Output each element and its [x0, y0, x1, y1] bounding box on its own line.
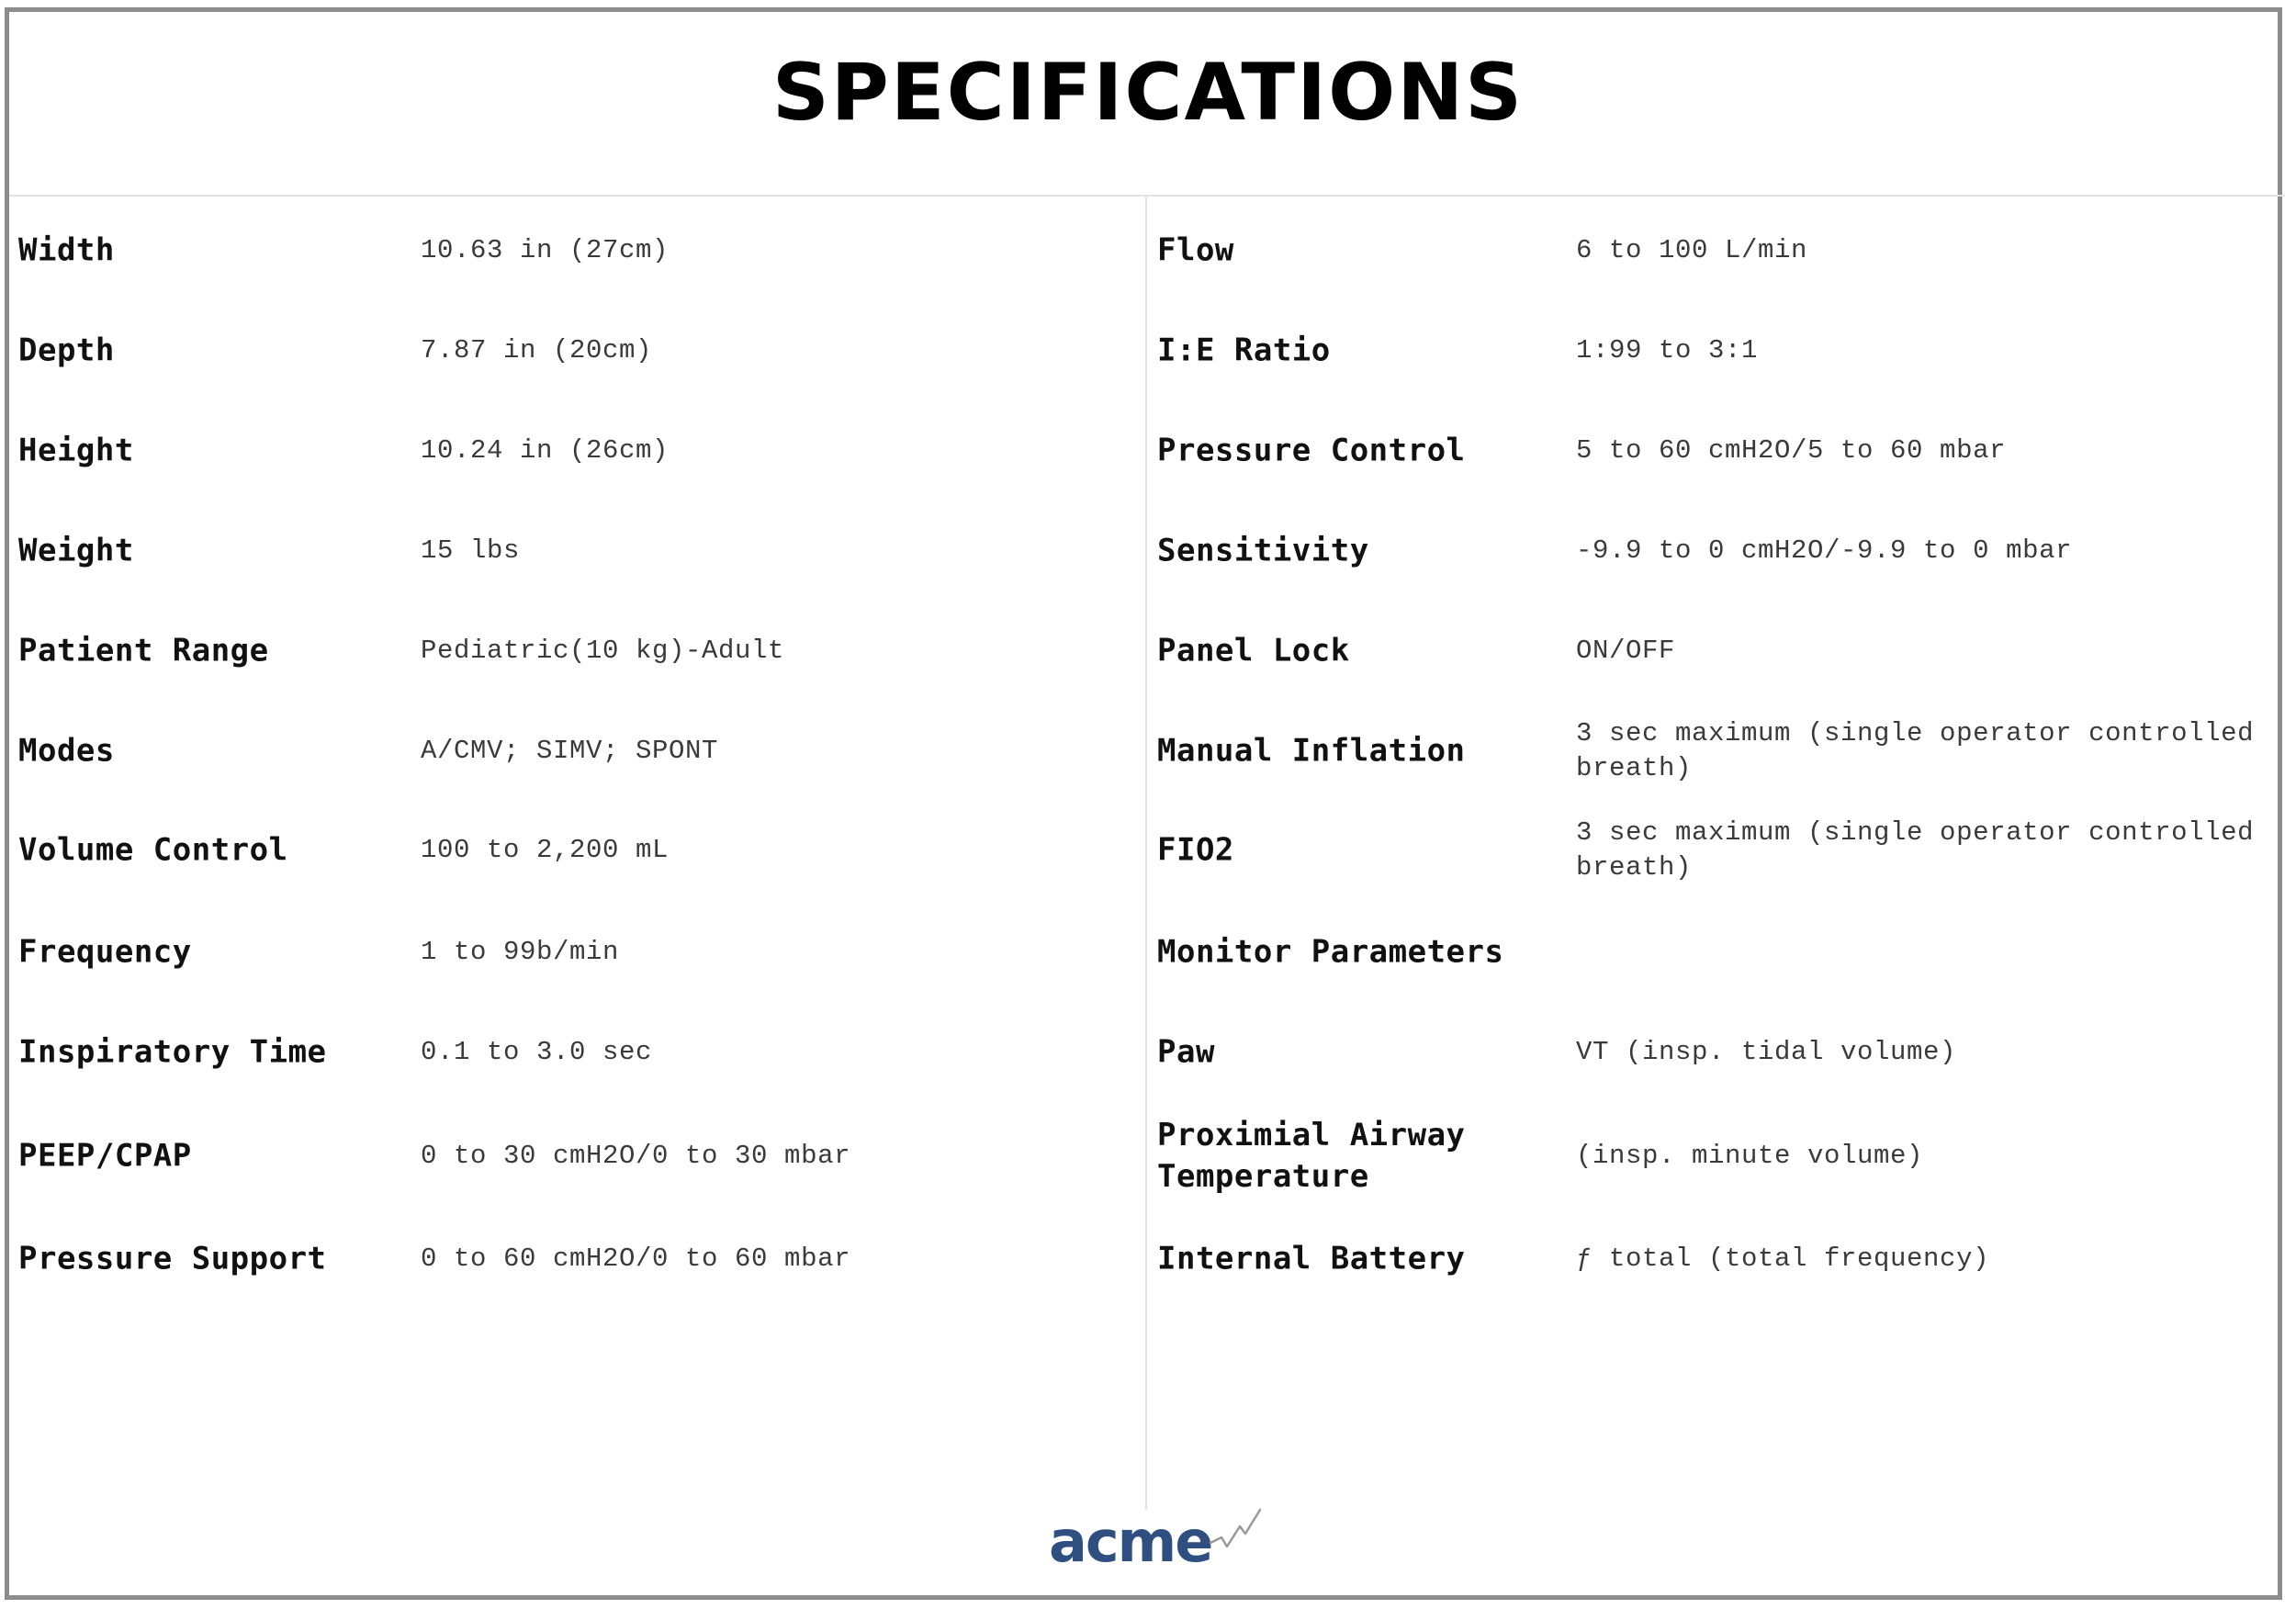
spec-value: 7.87 in (20cm)	[421, 335, 653, 366]
spec-label: Depth	[18, 332, 115, 369]
spec-value: VT (insp. tidal volume)	[1576, 1037, 1957, 1067]
spec-label: Flow	[1157, 231, 1234, 269]
spec-label: Weight	[18, 532, 134, 569]
spec-label: Panel Lock	[1157, 632, 1350, 669]
spec-value: 10.24 in (26cm)	[421, 435, 670, 466]
spec-value: 3 sec maximum (single operator controlled breath)	[1576, 718, 2255, 783]
header-divider	[9, 195, 2285, 197]
spec-value: 3 sec maximum (single operator controlled breath)	[1576, 817, 2255, 883]
spec-label: Height	[18, 432, 134, 469]
spec-label: Proximial Airway Temperature	[1157, 1117, 1466, 1195]
spec-value: 6 to 100 L/min	[1576, 235, 1808, 265]
spec-value: 100 to 2,200 mL	[421, 835, 670, 865]
spec-label: Volume Control	[18, 831, 288, 869]
spec-value: 0.1 to 3.0 sec	[421, 1037, 653, 1067]
acme-logo	[1043, 1506, 1264, 1589]
spec-value: -9.9 to 0 cmH2O/-9.9 to 0 mbar	[1576, 535, 2073, 566]
spec-label: Paw	[1157, 1033, 1215, 1071]
spec-value: 15 lbs	[421, 535, 521, 566]
logo-text: acme	[1049, 1508, 1212, 1575]
spec-label: Inspiratory Time	[18, 1033, 327, 1071]
spec-value: 10.63 in (27cm)	[421, 235, 670, 265]
spec-label: Pressure Control	[1157, 432, 1466, 469]
spec-label: Width	[18, 231, 115, 269]
spec-value: ƒ total (total frequency)	[1576, 1243, 1990, 1274]
spec-value: (insp. minute volume)	[1576, 1141, 1924, 1171]
spec-label: PEEP/CPAP	[18, 1137, 192, 1175]
column-divider	[1145, 197, 1147, 1510]
spec-label: Patient Range	[18, 632, 269, 669]
spec-value: 1:99 to 3:1	[1576, 335, 1759, 366]
spec-value: 0 to 60 cmH2O/0 to 60 mbar	[421, 1243, 851, 1274]
spec-value: A/CMV; SIMV; SPONT	[421, 736, 719, 766]
spec-label: Frequency	[18, 933, 192, 971]
spec-value: 5 to 60 cmH2O/5 to 60 mbar	[1576, 435, 2007, 466]
spec-label: Pressure Support	[18, 1240, 327, 1277]
spec-label: I:E Ratio	[1157, 332, 1331, 369]
spec-label: Monitor Parameters	[1157, 933, 1504, 971]
spec-value: 1 to 99b/min	[421, 937, 620, 967]
page-title: SPECIFICATIONS	[771, 47, 1525, 139]
spec-label: FIO2	[1157, 831, 1234, 869]
spec-value: 0 to 30 cmH2O/0 to 30 mbar	[421, 1141, 851, 1171]
spec-value: Pediatric(10 kg)-Adult	[421, 636, 785, 666]
spec-label: Internal Battery	[1157, 1240, 1466, 1277]
spec-label: Modes	[18, 732, 115, 770]
spec-label: Manual Inflation	[1157, 732, 1466, 770]
logo-swoosh-icon	[1209, 1506, 1264, 1561]
spec-value: ON/OFF	[1576, 636, 1676, 666]
spec-label: Sensitivity	[1157, 532, 1369, 569]
